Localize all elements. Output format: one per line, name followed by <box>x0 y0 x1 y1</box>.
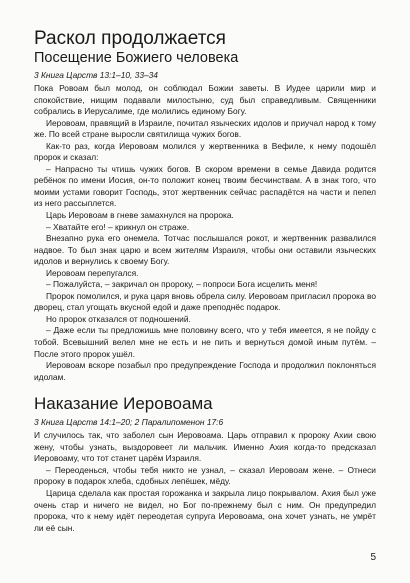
paragraph: Иеровоам вскоре позабыл про предупреждение Господа и продолжил поклоняться идолам. <box>34 360 376 382</box>
paragraph: Иеровоам перепугался. <box>46 267 139 278</box>
dialogue-paragraph: – Пожалуйста, – закричал он пророку, – попроси Бога исцелить меня! <box>46 279 318 290</box>
paragraph: Пока Ровоам был молод, он соблюдал Божии заветы. В Иудее царили мир и спокойствие, нищим подавали милостыню, суд был справедливым. Священники собрались в Иерусалиме, где молились единому Богу. <box>34 83 376 117</box>
dialogue-paragraph: – Хватайте его! – крикнул он страже. <box>46 221 190 232</box>
chapter-title: Раскол продолжается <box>34 28 226 49</box>
paragraph: Как-то раз, когда Иеровоам молился у жертвенника в Вефиле, к нему подошёл пророк и сказал: <box>34 140 376 163</box>
scripture-reference: 3 Книга Царств 13:1–10, 33–34 <box>34 70 158 80</box>
paragraph: Иеровоам, правящий в Израиле, почитал языческих идолов и приучал народ к тому же. По всей стране выросли святилища чужих богов. <box>34 117 376 140</box>
dialogue-paragraph: – Переоденься, чтобы тебя никто не узнал, – сказал Иеровоам жене. – Отнеси пророку в подарок хлеба, сдобных лепёшек, мёду. <box>34 464 376 487</box>
paragraph: Пророк помолился, и рука царя вновь обрела силу. Иеровоам пригласил пророка во дворец, стал угощать вкусной едой и даже преподнёс подарок. <box>34 290 376 313</box>
paragraph: Царь Иеровоам в гневе замахнулся на пророка. <box>46 210 234 221</box>
paragraph: Но пророк отказался от подношений. <box>46 313 191 324</box>
page-content <box>34 28 376 534</box>
page-number: 5 <box>370 552 376 563</box>
section-heading: Наказание Иеровоама <box>34 394 213 414</box>
dialogue-paragraph: – Даже если ты предложишь мне половину всего, что у тебя имеется, я не пойду с тобой. Всевышний велел мне не есть и не пить и вернуться домой иным путём. – После этого пророк ушёл. <box>34 325 376 359</box>
scripture-reference: 3 Книга Царств 14:1–20; 2 Паралипоменон 17:6 <box>34 417 224 428</box>
dialogue-paragraph: – Напрасно ты чтишь чужих богов. В скором времени в семье Давида родится ребёнок по имени Иосия, он-то положит конец твоим бесчинствам. А в знак того, что моими устами говорит Господь, этот жертвенник сейчас распадётся на части и пепел из него рассыплется. <box>34 163 376 209</box>
section-heading: Посещение Божиего человека <box>34 50 239 66</box>
paragraph: Внезапно рука его онемела. Тотчас послышался рокот, и жертвенник развалился надвое. То был знак царю и всем жителям Израиля, чтобы они оставили языческих идолов и вернулись к своему Богу. <box>34 233 376 267</box>
paragraph: Царица сделала как простая горожанка и закрыла лицо покрывалом. Ахия был уже очень стар и ничего не видел, но Бог по-прежнему был с ним. Он предупредил пророка, что к нему идёт переодетая супруга Иеровоама, она хочет узнать, не умрёт ли её сын. <box>34 487 376 533</box>
paragraph: И случилось так, что заболел сын Иеровоама. Царь отправил к пророку Ахии свою жену, чтобы узнать, выздоровеет ли мальчик. Именно Ахия когда-то предсказал Иеровоаму, что тот станет царём Израиля. <box>34 430 376 464</box>
